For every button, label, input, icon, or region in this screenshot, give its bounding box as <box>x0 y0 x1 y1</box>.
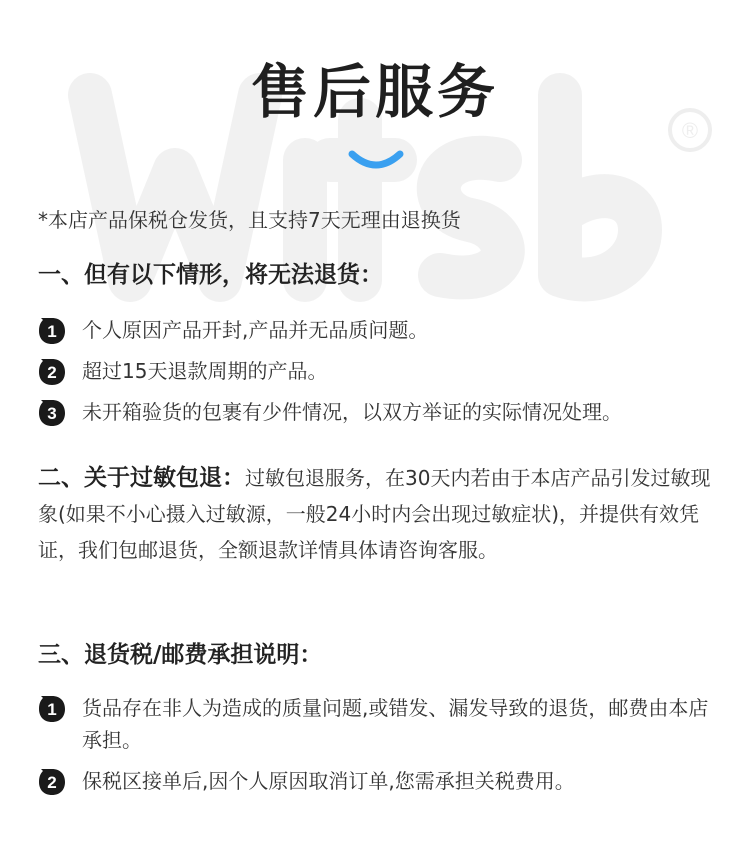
item-text: 保税区接单后,因个人原因取消订单,您需承担关税费用。 <box>82 769 575 793</box>
list-item <box>38 692 712 756</box>
svg-text:1: 1 <box>47 700 57 719</box>
number-badge-icon <box>38 768 66 796</box>
shipping-note: *本店产品保税仓发货，且支持7天无理由退换货 <box>38 208 461 232</box>
number-badge-icon <box>38 399 66 427</box>
section2-heading: 二、关于过敏包退： <box>38 465 245 491</box>
number-badge-icon <box>38 695 66 723</box>
section2-body: 过敏包退服务，在30天内若由于本店产品引发过敏现象(如果不小心摄入过敏源，一般24小时内会出现过敏症状)，并提供有效凭证，我们包邮退货，全额退款详情具体请咨询客服。 <box>38 466 711 562</box>
page-title: 售后服务 <box>250 58 499 126</box>
smile-curve-icon <box>346 148 406 172</box>
registered-mark: ® <box>681 118 699 143</box>
item-text: 超过15天退款周期的产品。 <box>82 359 328 383</box>
list-item <box>38 355 722 387</box>
number-badge-icon <box>38 358 66 386</box>
list-item <box>38 396 732 428</box>
item-text: 未开箱验货的包裹有少件情况，以双方举证的实际情况处理。 <box>82 400 622 424</box>
section3-heading: 三、退货税/邮费承担说明： <box>38 642 323 668</box>
svg-text:1: 1 <box>47 322 57 341</box>
svg-text:2: 2 <box>47 773 57 792</box>
svg-text:2: 2 <box>47 363 57 382</box>
svg-text:3: 3 <box>47 404 57 423</box>
list-item <box>38 314 722 346</box>
item-text: 货品存在非人为造成的质量问题,或错发、漏发导致的退货，邮费由本店承担。 <box>82 696 709 752</box>
section2-paragraph <box>38 460 718 568</box>
list-item <box>38 765 722 797</box>
section1-heading: 一、但有以下情形，将无法退货： <box>38 262 383 288</box>
number-badge-icon <box>38 317 66 345</box>
item-text: 个人原因产品开封,产品并无品质问题。 <box>82 318 429 342</box>
